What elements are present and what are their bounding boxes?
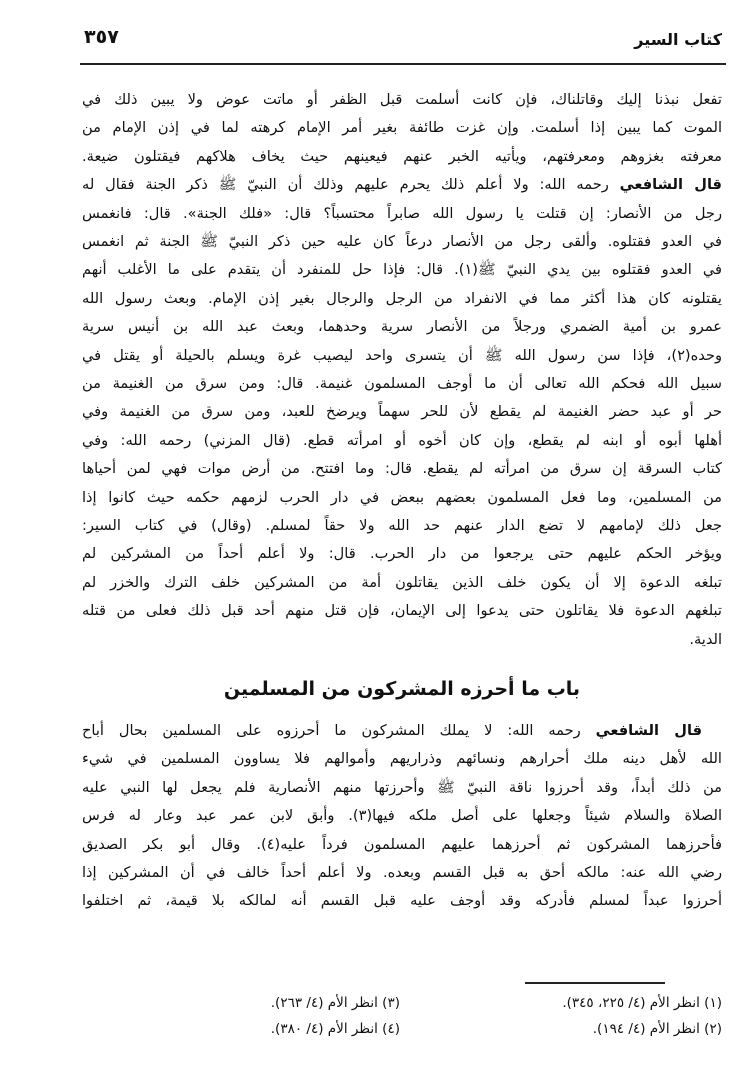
line-text: في العدو فقتلوه. وألقى رجل من الأنصار درعاً كان عليه حين ذكر النبيّ ﷺ الجنة ثم انغمس [82, 233, 722, 250]
text-line [82, 515, 722, 537]
line-text: عمرو بن أمية الضمري ورجلاً من الأنصار سرية وحدهما، وبعث عبد الله بن أنيس سرية [82, 318, 722, 336]
text-line [82, 890, 722, 912]
page-number: ٣٥٧ [84, 26, 119, 48]
running-header-title: كتاب السير [634, 30, 722, 49]
header-rule [80, 63, 726, 65]
line-text: وحده(٢)، فإذا سن رسول الله ﷺ أن يتسرى واحد ليصيب غرة ويسلم بالحيلة أو يقتل في [82, 346, 722, 364]
text-line [82, 487, 722, 509]
text-line [82, 805, 722, 827]
line-text: رحمه الله: لا يملك المشركون ما أحرزوه على المسلمين بحال أباح [82, 722, 596, 739]
speaker-name: قال الشافعي [595, 722, 703, 739]
line-text: أهلها أبوه أو ابنه لم يقطع، وإن كان أخوه أو امرأته قطع. (قال المزني) رحمه الله: وفي [82, 431, 722, 449]
footnote-rule [525, 982, 665, 984]
text-line [82, 288, 722, 310]
text-line [82, 600, 722, 622]
line-text: ويؤخر الحكم عليهم حتى يرجعوا من دار الحرب. قال: ولا أعلم أحداً من المشركين لم [82, 545, 722, 563]
line-text: من المسلمين، وما فعل المسلمون بعضهم ببعض في دار الحرب لزمهم حكمه حيث كانوا إذا [82, 488, 722, 506]
line-text: رحمه الله: ولا أعلم ذلك يحرم عليهم وذلك أن النبيّ ﷺ ذكر الجنة فقال له [82, 176, 620, 194]
text-line [82, 720, 702, 742]
line-text: الله لأهل دينه ملك أحرارهم ونسائهم وذراريهم وأموالهم فلا يساوون المسلمين في شيء [82, 750, 722, 768]
line-text: معرفته بغزوهم ومعرفتهم، ويأتيه الخبر عنهم فيعينهم حيث يخاف هلاكهم فيقتلون ضيعة. [82, 147, 722, 165]
line-text: الدية. [689, 630, 722, 648]
text-line [82, 231, 722, 253]
footnote-2: (٢) انظر الأم (٤/ ١٩٤). [592, 1021, 722, 1037]
line-text: رضي الله عنه: مالكه أحق به قبل القسم وبعده. ولا أعلم أحداً خالف في أن المشركين إذا [82, 864, 722, 881]
text-line [82, 373, 722, 395]
text-line [82, 316, 722, 338]
section-heading: باب ما أحرزه المشركون من المسلمين [223, 678, 581, 700]
speaker-name: قال الشافعي [619, 176, 722, 194]
text-line [82, 345, 722, 367]
line-text: من ذلك أبداً، وقد أحرزوا ناقة النبيّ ﷺ وأحرزتها منهم الأنصارية فلم يجعل لها النبي عليه [82, 778, 722, 796]
line-text: فأحرزهما المشركون ثم أحرزهما عليهم المسلمون فرداً عليه(٤). وقال أبو بكر الصديق [82, 835, 722, 853]
line-text: كتاب السرقة إن سرق من امرأته لم يقطع. قال: وما افتتح. من أرض موات فهي لمن أحياها [82, 460, 722, 478]
line-text: حر أو عبد حضر الغنيمة لم يقطع لأن للحر سهماً ويرضخ للعبد، ومن سرق من الغنيمة وفي [82, 403, 722, 421]
text-line [82, 146, 722, 168]
line-text: يقتلونه كان هذا أكثر مما في الانفراد من الرجل والرجال بغير إذن الإمام. وبعث رسول الله [82, 289, 722, 307]
line-text: أحرزوا عبداً لمسلم فأدركه وقد أوجف عليه قبل القسم أنه لمالكه بلا قيمة، ثم اختلفوا [82, 892, 722, 910]
footnote-1: (١) انظر الأم (٤/ ٢٢٥، ٣٤٥). [562, 995, 722, 1011]
text-line [82, 572, 722, 594]
text-line [82, 117, 722, 139]
text-line [82, 89, 722, 111]
text-line [82, 777, 722, 799]
text-line [82, 174, 722, 196]
text-line [82, 543, 722, 565]
line-text: تفعل نبذنا إليك وقاتلناك، فإن كانت أسلمت قبل الظفر أو ماتت عوض ولا يبين ذلك في [82, 91, 722, 108]
text-line [82, 401, 722, 423]
line-text: رجل من الأنصار: إن قتلت يا رسول الله صابراً محتسباً؟ قال: «فلك الجنة». قال: فانغمس [82, 204, 722, 222]
line-text: جعل ذلك لإمامهم لا تضع الدار عنهم حد الله ولا حقاً لمسلم. (وقال) في كتاب السير: [82, 517, 722, 534]
footnote-4: (٤) انظر الأم (٤/ ٣٨٠). [270, 1021, 400, 1037]
line-text: سبيل الله فحكم الله تعالى أن ما أوجف المسلمون غنيمة. قال: ومن سرق من الغنيمة من [82, 375, 722, 392]
line-text: الصلاة والسلام شيئاً وجعلها على أصل ملكه فيها(٣). وأبق لابن عمر عبد وعار له فرس [82, 807, 722, 825]
line-text: الموت كما يبين إذا أسلمت. وإن غزت طائفة بغير أمر الإمام كرهته لما في إذن الإمام من [82, 119, 722, 137]
text-line [82, 430, 722, 452]
line-text: في العدو فقتلوه بين يدي النبيّ ﷺ(١). قال: فإذا حل للمنفرد أن يتقدم على ما الأغلب أنهم [82, 261, 722, 279]
text-line [82, 259, 722, 281]
text-line [82, 458, 722, 480]
text-line [82, 862, 722, 884]
line-text: تبلغهم الدعوة فلا يقاتلون حتى يدعوا إلى الإيمان، فإن قتل منهم أحد قبل ذلك فعلى من قتله [82, 602, 722, 620]
footnote-3: (٣) انظر الأم (٤/ ٢٦٣). [270, 995, 400, 1011]
text-line [82, 748, 722, 770]
text-line [82, 834, 722, 856]
text-line [82, 203, 722, 225]
line-text: تبلغه الدعوة إلا أن يكون خلف الذين يقاتلون أمة من المشركين خلف الترك والخزر لم [82, 573, 722, 591]
text-line [82, 629, 722, 651]
